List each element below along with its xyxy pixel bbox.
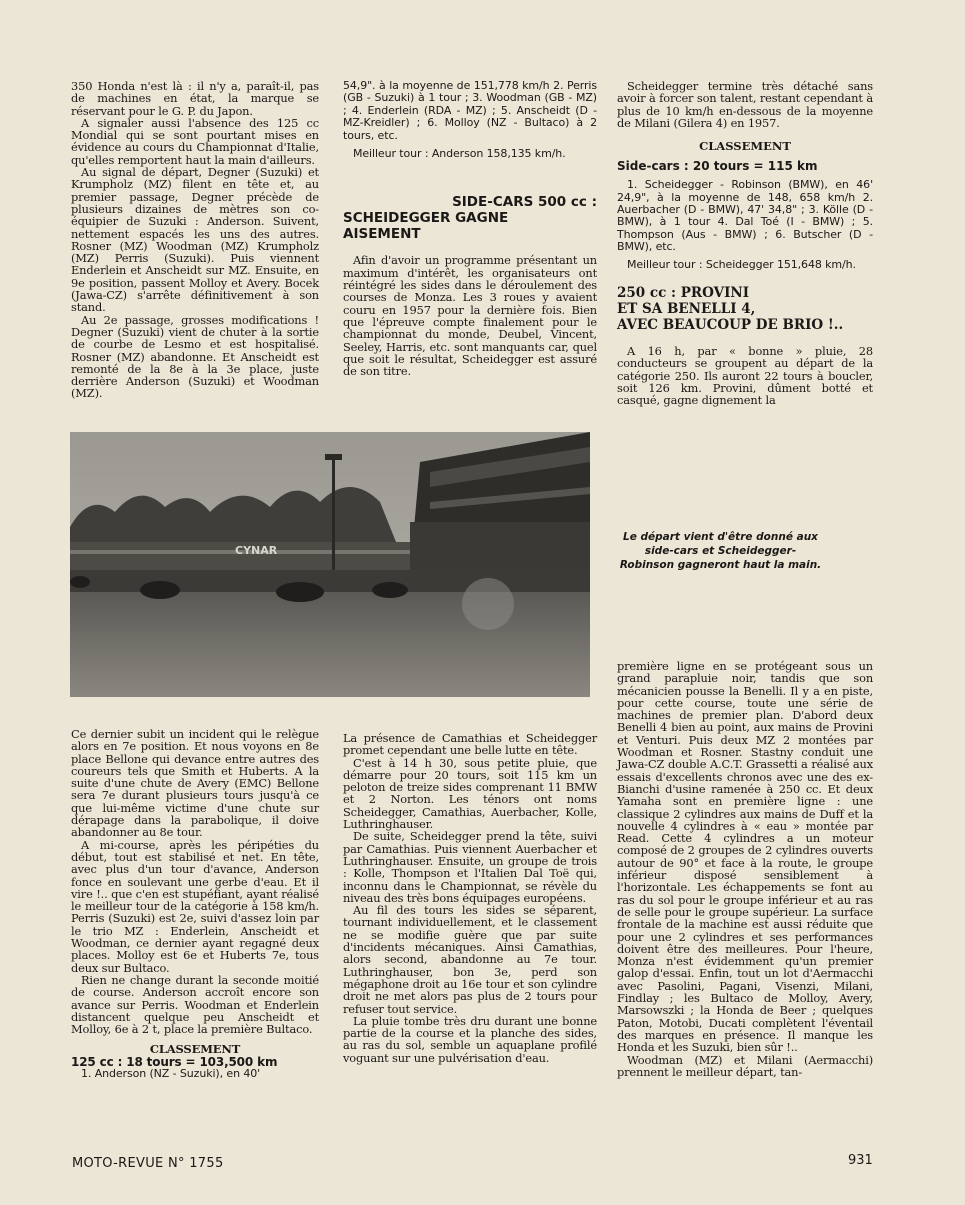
c125-classement-line: 125 cc : 18 tours = 103,500 km [71,1054,278,1069]
sidecar-title-line: SCHEIDEGGER GAGNE [343,210,509,227]
paragraph: Ce dernier subit un incident qui le relègue alors en 7e position. Et nous voyons en 8e place Bellone qui devance entre autres des coureurs tels que Smith et Huberts. A la suite d'une chute de Avery (EMC) Bellone sera 7e durant plusieurs tours jusqu'à ce que lui-même victime d'une chute sur dérapage dans la parabolique, il doive abandonner au 8e tour. [71,727,319,840]
sidecar-title-line: AISEMENT [343,226,421,243]
paragraph: A mi-course, après les péripéties du début, tout est stabilisé et net. En tête, avec plus d'un tour d'avance, Anderson fonce en soulevant une gerbe d'eau. Et il vire !.. que c'en est stupéfiant, ayant réalisé le meilleur tour de la catégorie à 158 km/h. Perris (Suzuki) est 2e, suivi d'assez loin par le trio MZ : Enderlein, Anscheidt et Woodman, ce dernier ayant regagné deux places. Molloy est 6e et Huberts 7e, tous deux sur Bultaco. [71,837,319,975]
classement-heading: CLASSEMENT [149,1042,241,1057]
photo-caption: Le départ vient d'être donné aux side-cars et Scheidegger-Robinson gagneront haut la main. [619,531,822,571]
column-3-top [617,80,873,407]
paragraph: Au signal de départ, Degner (Suzuki) et Krumpholz (MZ) filent en tête et, au premier passage, Degner précède de plusieurs dizaines de mètres son co-équipier de Suzuki : Anderson. Suivent, nettement espacés les uns des autres. Rosner (MZ) Woodman (MZ) Krumpholz (MZ) Perris (Suzuki). Puis viennent Enderlein et Anscheidt sur MZ. Ensuite, en 9e position, passent Molloy et Avery. Bocek (Jawa-CZ) s'arrête définitivement à son stand. [71,165,319,315]
paragraph: Meilleur tour : Scheidegger 151,648 km/h. [627,257,856,271]
c250-intro [617,345,873,406]
sidecar-intro [343,254,597,377]
race-start-photo [70,432,590,697]
paragraph: A signaler aussi l'absence des 125 cc Mondial qui se sont pourtant mises en évidence au cours du Championnat d'Italie, qu'elles remportent haut la main d'ailleurs. [71,115,319,167]
c250-heading [617,285,873,333]
column-2-bottom [343,732,597,1064]
paragraph: Afin d'avoir un programme présentant un maximum d'intérêt, les organisateurs ont réintégré les sides dans le déroulement des courses de Monza. Les 3 roues y avaient couru en 1957 pour la dernière fois. Bien que l'épreuve compte finalement pour le championnat du monde, Deubel, Vincent, Seeley, Harris, etc. sont manquants car, quel que soit le résultat, Scheidegger est assuré de son titre. [343,253,597,379]
paragraph: 1. Scheidegger - Robinson (BMW), en 46' 24,9", à la moyenne de 148, 658 km/h 2. Auerbacher (D - BMW), 47' 34,8" ; 3. Kölle (D - BMW), à 1 tour 4. Dal Toé (I - BMW) ; 5. Thompson (Aus - BMW) ; 6. Butscher (D - BMW), etc. [617,178,873,254]
photo-drawing [70,432,590,697]
column-1-bottom [71,728,319,1080]
paragraph: 54,9". à la moyenne de 151,778 km/h 2. Perris (GB - Suzuki) à 1 tour ; 3. Woodman (GB - MZ) ; 4. Enderlein (RDA - MZ) ; 5. Anscheidt (D - MZ-Kreidler) ; 6. Molloy (NZ - Bultaco) à 2 tours, etc. [343,79,597,142]
results-125-continued [343,80,597,160]
sidecar-title-line: SIDE-CARS 500 cc : [452,194,597,211]
paragraph: De suite, Scheidegger prend la tête, suivi par Camathias. Puis viennent Auerbacher et Luthringhauser. Ensuite, un groupe de trois : Kolle, Thompson et l'Italien Dal Toë qui, inconnu dans le Championnat, se révèle du niveau des très bons équipages européens. [343,829,597,905]
paragraph: première ligne en se protégeant sous un grand parapluie noir, tandis que son mécanicien pousse la Benelli. Il y a en piste, pour cette course, toute une série de machines de premier plan. D'abord deux Benelli 4 bien au point, aux mains de Provini et Venturi. Puis deux MZ 2 montées par Woodman et Rosner. Stastny conduit une Jawa-CZ double A.C.T. Grassetti a réalisé aux essais d'excellents chronos avec une des ex-Bianchi d'usine ramenée à 250 cc. Et deux Yamaha sont en première ligne : une classique 2 cylindres aux mains de Duff et la nouvelle 4 cylindres à « eau » montée par Read. Cette 4 cylindres a un moteur composé de 2 groupes de 2 cylindres ouverts autour de 90° et face à la route, le groupe inférieur disposé sensiblement à l'horizontale. Les échappements se font au ras du sol pour le groupe inférieur et au ras de selle pour le groupe supérieur. La surface frontale de la machine est aussi réduite que pour une 2 cylindres et ses performances doivent être des meilleures. Pour l'heure, Monza n'est évidemment qu'un premier galop d'essai. Enfin, tout un lot d'Aermacchi avec Pasolini, Pagani, Visenzi, Milani, Findlay ; les Bultaco de Molloy, Avery, Marsowszki ; la Honda de Beer ; quelques Paton, Motobi, Ducati complètent l'éventail des marques en présence. Il manque les Honda et les Suzuki, bien sûr !.. [617,659,873,1055]
cynar-sign: CYNAR [235,544,278,557]
c250-title-line: ET SA BENELLI 4, [617,301,756,318]
paragraph: C'est à 14 h 30, sous petite pluie, que démarre pour 20 tours, soit 115 km un peloton de treize sides comprenant 11 BMW et 2 Norton. Les ténors ont noms Scheidegger, Camathias, Auerbacher, Kolle, Luthringhauser. [343,755,597,832]
column-2-top [343,80,597,377]
paragraph: Woodman (MZ) et Milani (Aermacchi) prennent le meilleur départ, tan- [617,1052,873,1079]
sidecar-conclusion [617,80,873,129]
column-1-top [71,80,319,400]
paragraph: Au fil des tours les sides se séparent, tournant individuellement, et le classement ne se modifie guère que par suite d'incidents mécaniques. Ainsi Camathias, alors second, abandonne au 7e tour. Luthringhauser, bon 3e, perd son mégaphone droit au 16e tour et son cylindre droit ne met alors pas plus de 2 tours pour refuser tout service. [343,903,597,1016]
footer-magazine-issue: MOTO-REVUE N° 1755 [72,1156,224,1171]
sidecar-heading [343,194,597,242]
sidecar-results [617,179,873,271]
paragraph: Rien ne change durant la seconde moitié de course. Anderson accroît encore son avance sur Perris. Woodman et Enderlein distancent quelque peu Anscheidt et Molloy, 6e à 2 t, place la première Bultaco. [71,972,319,1037]
c250-title-line: AVEC BEAUCOUP DE BRIO !.. [617,317,844,334]
page-number: 931 [848,1153,873,1168]
classement-heading: CLASSEMENT [699,139,791,154]
c125-first-result: 1. Anderson (NZ - Suzuki), en 40' [81,1067,261,1081]
paragraph: Au 2e passage, grosses modifications ! Degner (Suzuki) vient de chuter à la sortie de courbe de Lesmo et est hospitalisé. Rosner (MZ) abandonne. Et Anscheidt est remonté de la 8e à la 3e place, juste derrière Anderson (Suzuki) et Woodman (MZ). [71,312,319,401]
paragraph: Meilleur tour : Anderson 158,135 km/h. [353,147,566,161]
c250-title-line: 250 cc : PROVINI [617,285,750,302]
sidecar-classement-line: Side-cars : 20 tours = 115 km [617,159,818,174]
paragraph: A 16 h, par « bonne » pluie, 28 conducteurs se groupent au départ de la catégorie 250. Ils auront 22 tours à boucler, soit 126 km. Provini, dûment botté et casqué, gagne dignement la [617,344,873,408]
column-3-bottom [617,660,873,1078]
paragraph: La présence de Camathias et Scheidegger promet cependant une belle lutte en tête. [343,731,597,758]
paragraph: 350 Honda n'est là : il n'y a, paraît-il, pas de machines en état, la marque se réservant pour le G. P. du Japon. [71,79,319,118]
paragraph: La pluie tombe très dru durant une bonne partie de la course et la planche des sides, au ras du sol, semble un aquaplane profilé voguant sur une pulvérisation d'eau. [343,1013,597,1065]
paragraph: Scheidegger termine très détaché sans avoir à forcer son talent, restant cependant à plus de 10 km/h en-dessous de la moyenne de Milani (Gilera 4) en 1957. [617,79,873,130]
